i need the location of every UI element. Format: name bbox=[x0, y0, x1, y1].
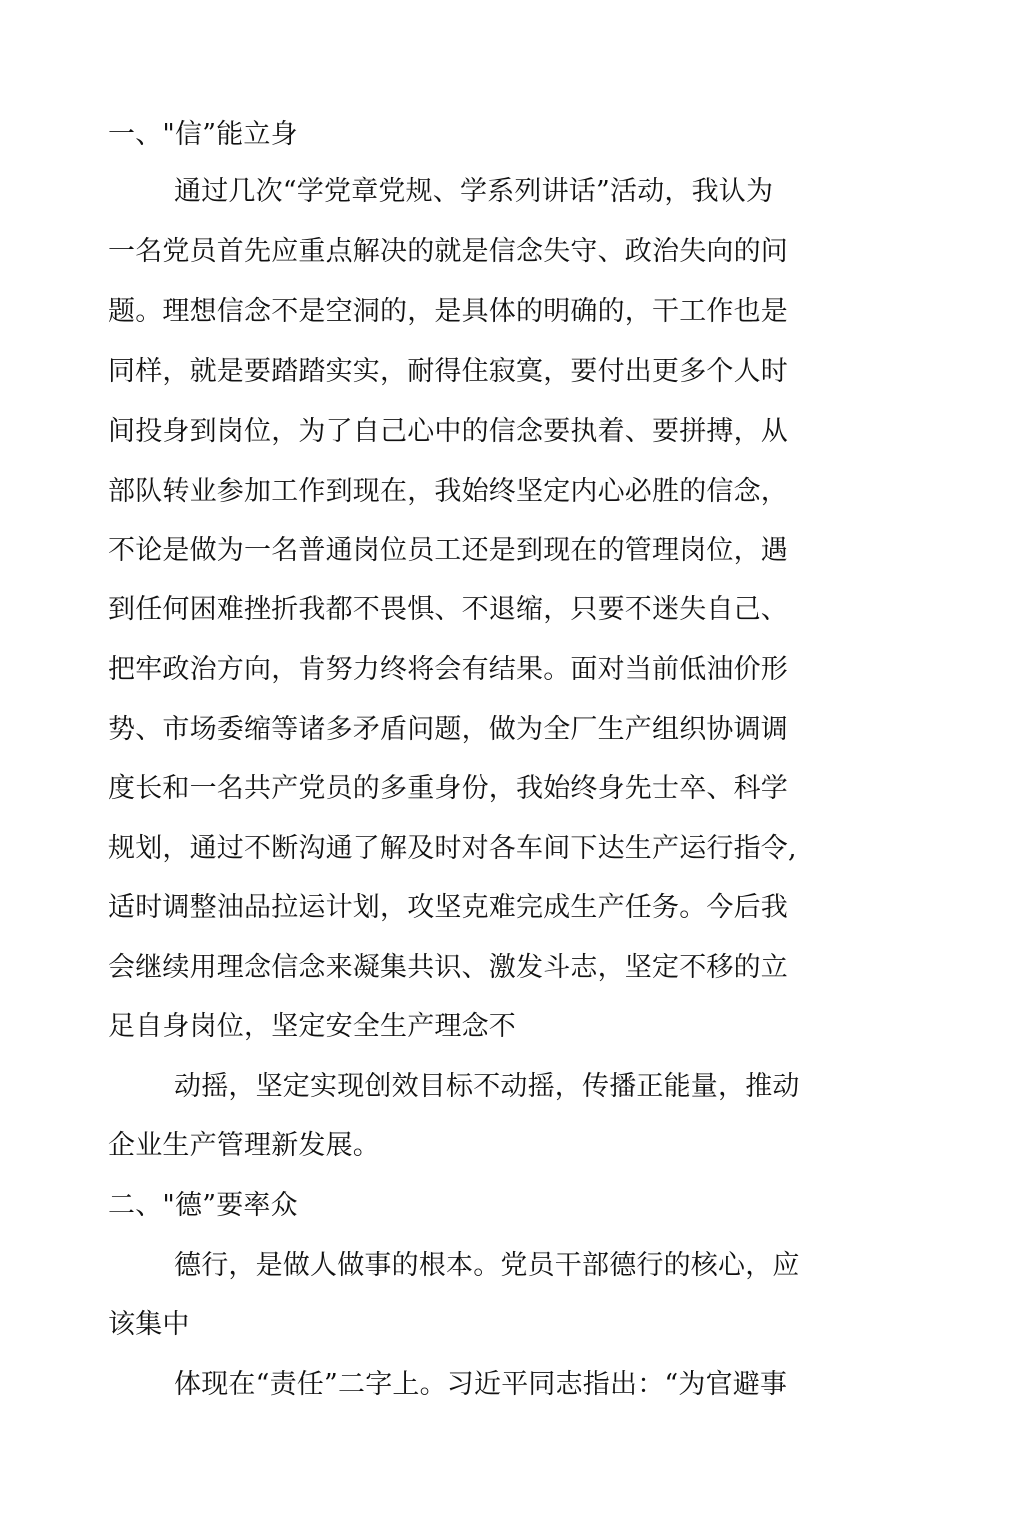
paragraph-line: 该集中 bbox=[108, 1309, 190, 1340]
paragraph-line: 不论是做为一名普通岗位员工还是到现在的管理岗位，遇 bbox=[108, 535, 788, 566]
section-heading-1: 一、"信”能立身 bbox=[108, 119, 298, 150]
section-heading-2: 二、"德”要率众 bbox=[108, 1190, 298, 1221]
paragraph-line: 德行，是做人做事的根本。党员干部德行的核心，应 bbox=[174, 1250, 800, 1281]
paragraph-line: 适时调整油品拉运计划，攻坚克难完成生产任务。今后我 bbox=[108, 892, 788, 923]
paragraph-line: 同样，就是要踏踏实实，耐得住寂寞，要付出更多个人时 bbox=[108, 356, 788, 387]
paragraph-line: 把牢政治方向，肯努力终将会有结果。面对当前低油价形 bbox=[108, 654, 788, 685]
paragraph-line: 间投身到岗位，为了自己心中的信念要执着、要拼搏，从 bbox=[108, 416, 788, 447]
paragraph-line: 规划，通过不断沟通了解及时对各车间下达生产运行指令, bbox=[108, 833, 797, 864]
paragraph-line: 题。理想信念不是空洞的，是具体的明确的，干工作也是 bbox=[108, 296, 788, 327]
paragraph-line: 体现在“责任”二字上。习近平同志指出：“为官避事 bbox=[174, 1369, 788, 1400]
paragraph-line: 部队转业参加工作到现在，我始终坚定内心必胜的信念， bbox=[108, 476, 788, 507]
paragraph-line: 足自身岗位，坚定安全生产理念不 bbox=[108, 1011, 516, 1042]
paragraph-line: 动摇，坚定实现创效目标不动摇，传播正能量，推动 bbox=[174, 1071, 800, 1102]
paragraph-line: 一名党员首先应重点解决的就是信念失守、政治失向的问 bbox=[108, 236, 788, 267]
paragraph-line: 度长和一名共产党员的多重身份，我始终身先士卒、科学 bbox=[108, 773, 788, 804]
paragraph-line: 通过几次“学党章党规、学系列讲话”活动，我认为 bbox=[174, 176, 774, 207]
paragraph-line: 企业生产管理新发展。 bbox=[108, 1130, 380, 1161]
paragraph-line: 会继续用理念信念来凝集共识、激发斗志，坚定不移的立 bbox=[108, 952, 788, 983]
paragraph-line: 势、市场委缩等诸多矛盾问题，做为全厂生产组织协调调 bbox=[108, 714, 788, 745]
paragraph-line: 到任何困难挫折我都不畏惧、不退缩，只要不迷失自己、 bbox=[108, 594, 788, 625]
